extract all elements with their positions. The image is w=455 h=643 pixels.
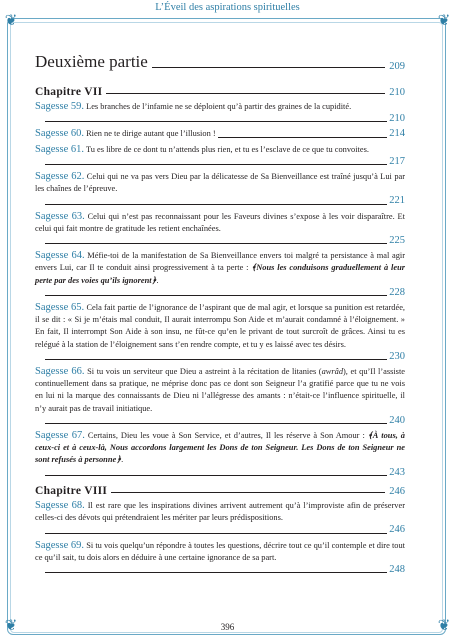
chapter-title: Chapitre VII: [35, 86, 103, 98]
toc-entry[interactable]: [35, 128, 405, 140]
toc-entry[interactable]: [35, 101, 405, 125]
chapter-page: 210: [389, 87, 405, 98]
corner-ornament-icon: ❦: [4, 618, 18, 634]
chapter-heading[interactable]: [35, 86, 405, 98]
entry-label: Sagesse 59.: [35, 101, 84, 112]
table-of-contents: [35, 50, 405, 579]
toc-entry[interactable]: [35, 302, 405, 363]
entry-text: Celui qui ne va pas vers Dieu par la délicatesse de Sa Bienveillance est traîné jusqu’à Lui par les chaînes de l’épreuve.: [35, 172, 406, 194]
toc-entry[interactable]: [35, 366, 405, 427]
entry-text: Il est rare que les inspirations divines arrivent autrement qu’à l’improviste afin de préserver celles-ci des dévots qui prétendraient les mériter par leurs prédispositions.: [35, 500, 405, 523]
chapter-title: Chapitre VIII: [35, 484, 108, 497]
entry-text: Les branches de l’infamie ne se déploient qu’à partir des graines de la cupidité.: [86, 102, 352, 111]
entry-page: 228: [389, 286, 405, 298]
part-heading[interactable]: [35, 52, 405, 72]
toc-entry[interactable]: [35, 211, 405, 248]
entry-label: Sagesse 69.: [35, 539, 85, 551]
entry-label: Sagesse 62.: [35, 171, 85, 183]
corner-ornament-icon: ❦: [437, 13, 451, 29]
entry-text: Celui qui n’est pas reconnaissant pour les Faveurs divines s’expose à les voir disparaître. Et celui qui fait montre de gratitude les retient enchaînées.: [35, 211, 406, 233]
corner-ornament-icon: ❦: [4, 13, 18, 29]
part-title: Deuxième partie: [35, 52, 148, 71]
entry-text: Méfie-toi de la manifestation de Sa Bienveillance envers toi malgré ta persistance à mal agir envers Lui, car Il te conduit ainsi progressivement à ta perte :: [35, 251, 405, 273]
entry-text: Si tu vois un serviteur que Dieu a astreint à la récitation de litanies (: [87, 367, 322, 377]
entry-page: 210: [389, 113, 405, 125]
entry-label: Sagesse 60.: [35, 128, 84, 140]
dot-leader: [111, 492, 385, 493]
chapter-heading[interactable]: [35, 485, 405, 497]
entry-label: Sagesse 64.: [35, 250, 85, 262]
entry-page: 248: [389, 563, 405, 575]
corner-ornament-icon: ❦: [437, 618, 451, 634]
entry-text: Cela fait partie de l’ignorance de l’aspirant que de mal agir, et lorsque sa punition est retardée, il se dit : « Si je m’étais mal conduit, Il aurait interrompu Son Aide et m’aurait condamné à l’éloignement. » En fait, Il interrompt Son Aide à son insu, ne fût-ce qu’en le privant de tout surcroît de grâces. Ainsi tu es relégué à la station de l’éloignement sans t’en rendre compte, et tu y es laissé avec tes désirs.: [35, 303, 406, 349]
entry-label: Sagesse 68.: [35, 499, 85, 511]
entry-text-end: .: [121, 455, 124, 465]
entry-page: 230: [389, 350, 405, 362]
running-header: L’Éveil des aspirations spirituelles: [155, 2, 300, 13]
part-page: 209: [389, 61, 405, 72]
entry-page: 214: [389, 128, 405, 140]
entry-label: Sagesse 63.: [35, 210, 85, 222]
toc-entry[interactable]: [35, 171, 405, 208]
quran-quote: ﴾Nous les conduisons graduellement à leur perte par des voies qu’ils ignorent﴿: [35, 263, 405, 285]
toc-entry[interactable]: [35, 430, 405, 479]
entry-label: Sagesse 65.: [35, 302, 85, 314]
entry-text-end: .: [156, 275, 159, 285]
entry-page: 246: [389, 524, 405, 536]
entry-page: 243: [389, 466, 405, 478]
entry-label: Sagesse 67.: [35, 430, 85, 442]
entry-page: 217: [389, 155, 405, 167]
entry-page: 240: [389, 414, 405, 426]
dot-leader: [152, 67, 385, 68]
entry-text-end: ), et qu’Il l’assiste continuellement dans sa pratique, ne méprise donc pas ce dont son Seigneur l’a gratifié parce que tu ne vois en lui ni la marque des connaissants de Dieu ni l’allégresse des amants : n’était-ce l’influence spirituelle, il n’y aurait pas de travail initiatique.: [35, 367, 405, 413]
entry-text: Si tu vois quelqu’un répondre à toutes les questions, décrire tout ce qu’il contemple et dire tout ce qu’il sait, tu dois alors en déduire à une certaine ignorance de sa part.: [35, 540, 405, 562]
dot-leader: [106, 93, 385, 94]
entry-page: 221: [389, 195, 405, 207]
toc-entry[interactable]: [35, 500, 405, 537]
toc-entry[interactable]: [35, 540, 405, 577]
entry-text: Certains, Dieu les voue à Son Service, et d’autres, Il les réserve à Son Amour :: [87, 431, 368, 441]
entry-label: Sagesse 61.: [35, 143, 84, 155]
entry-text: Rien ne te dirige autant que l’illusion !: [86, 129, 216, 139]
entry-page: 225: [389, 235, 405, 247]
toc-entry[interactable]: [35, 250, 405, 299]
toc-entry[interactable]: [35, 144, 405, 168]
entry-italic: awrâd: [321, 367, 344, 377]
entry-text: Tu es libre de ce dont tu n’attends plus rien, et tu es l’esclave de ce que tu convoites.: [85, 144, 369, 154]
quran-quote: ﴾À tous, à ceux-ci et à ceux-là, Nous accordons largement les Dons de ton Seigneur. Les Dons de ton Seigneur ne sont refusés à personne﴿: [35, 431, 405, 465]
page-number: 396: [220, 622, 235, 632]
chapter-page: 246: [389, 485, 405, 497]
entry-label: Sagesse 66.: [35, 366, 85, 378]
